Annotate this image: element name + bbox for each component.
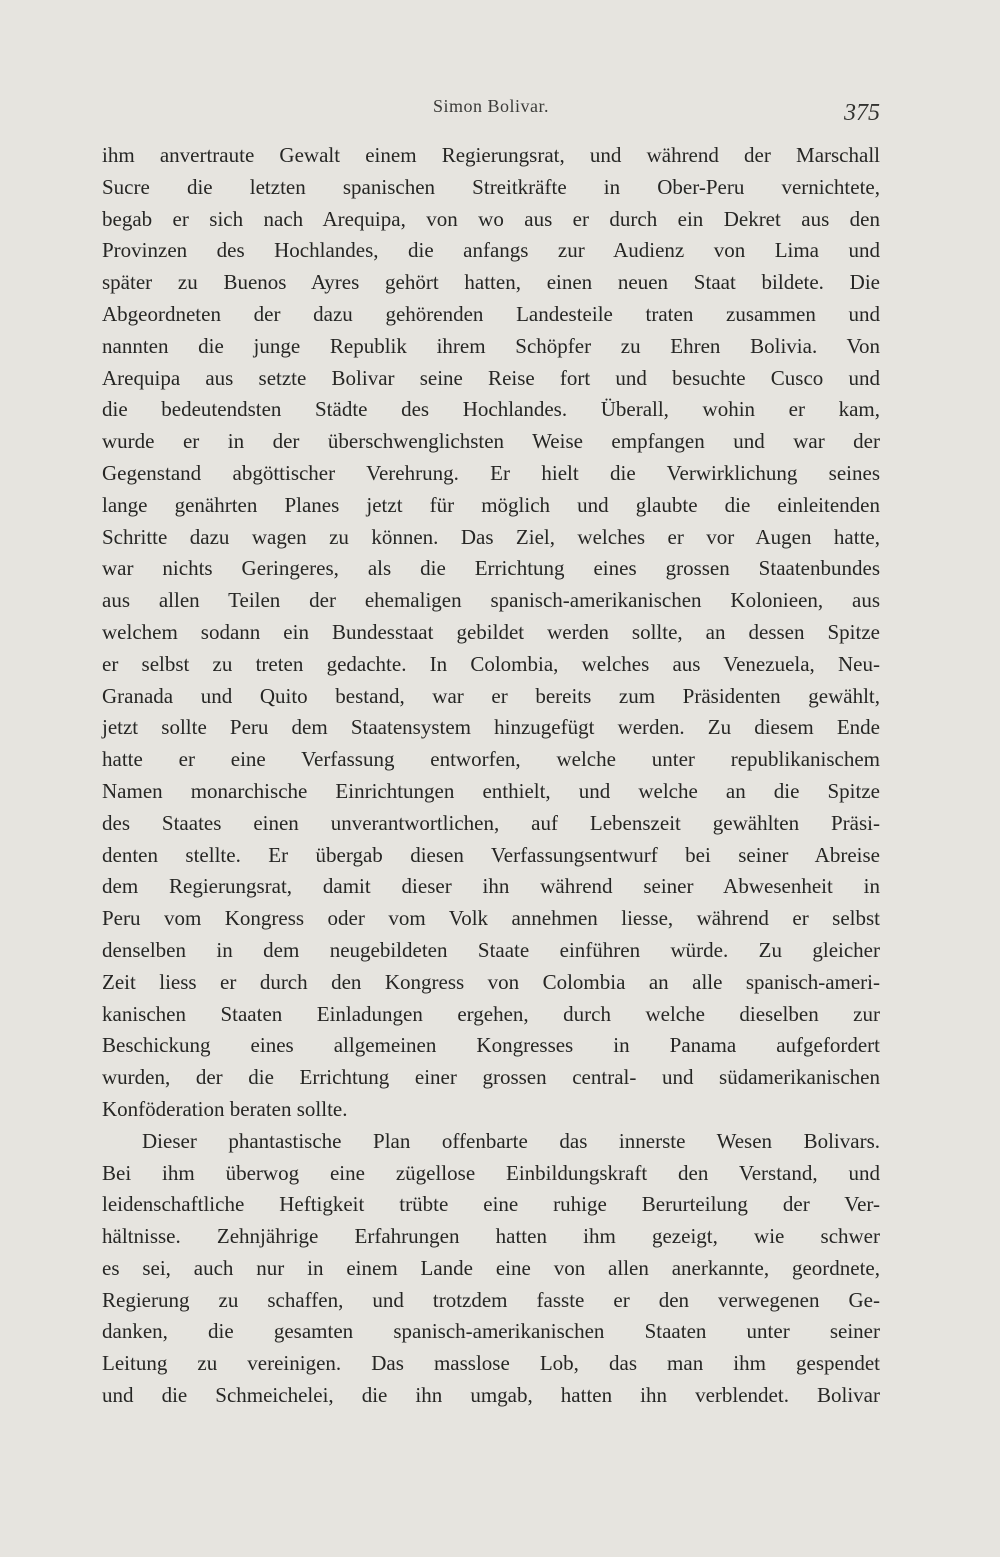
body-text <box>102 140 880 1412</box>
text-line: später zu Buenos Ayres gehört hatten, einen neuen Staat bildete. Die <box>102 270 880 295</box>
text-line: Regierung zu schaffen, und trotzdem fasste er den verwegenen Ge- <box>102 1287 880 1312</box>
text-line: Dieser phantastische Plan offenbarte das innerste Wesen Bolivars. <box>142 1128 880 1153</box>
text-line: begab er sich nach Arequipa, von wo aus er durch ein Dekret aus den <box>102 206 880 231</box>
text-line: hältnisse. Zehnjährige Erfahrungen hatten ihm gezeigt, wie schwer <box>102 1224 880 1249</box>
text-line: ihm anvertraute Gewalt einem Regierungsrat, und während der Marschall <box>102 143 880 167</box>
text-line: Bei ihm überwog eine zügellose Einbildungskraft den Verstand, und <box>102 1160 880 1185</box>
text-line: nannten die junge Republik ihrem Schöpfer zu Ehren Bolivia. Von <box>102 333 880 358</box>
text-line: lange genährten Planes jetzt für möglich und glaubte die einleitenden <box>102 492 880 517</box>
text-line: Peru vom Kongress oder vom Volk annehmen liesse, während er selbst <box>102 906 880 931</box>
paragraph-1 <box>102 140 880 1126</box>
text-line: Arequipa aus setzte Bolivar seine Reise fort und besuchte Cusco und <box>102 365 880 390</box>
text-line: war nichts Geringeres, als die Errichtung eines grossen Staatenbundes <box>102 556 880 581</box>
paragraph-2 <box>102 1126 880 1412</box>
text-line: wurde er in der überschwenglichsten Weise empfangen und war der <box>102 429 880 454</box>
text-line: dem Regierungsrat, damit dieser ihn während seiner Abwesenheit in <box>102 874 880 899</box>
text-line: Granada und Quito bestand, war er bereits zum Präsidenten gewählt, <box>102 683 880 708</box>
text-line: welchem sodann ein Bundesstaat gebildet werden sollte, an dessen Spitze <box>102 619 880 644</box>
text-line: Konföderation beraten sollte. <box>102 1096 348 1121</box>
text-line: danken, die gesamten spanisch-amerikanischen Staaten unter seiner <box>102 1319 880 1344</box>
text-line: und die Schmeichelei, die ihn umgab, hatten ihn verblendet. Bolivar <box>102 1383 880 1408</box>
text-line: des Staates einen unverantwortlichen, auf Lebenszeit gewählten Präsi- <box>102 810 880 835</box>
text-line: kanischen Staaten Einladungen ergehen, durch welche dieselben zur <box>102 1001 880 1026</box>
text-line: wurden, der die Errichtung einer grossen central- und südamerikanischen <box>102 1065 880 1090</box>
text-line: denten stellte. Er übergab diesen Verfassungsentwurf bei seiner Abreise <box>102 842 880 867</box>
text-line: Beschickung eines allgemeinen Kongresses in Panama aufgefordert <box>102 1033 880 1058</box>
text-line: Schritte dazu wagen zu können. Das Ziel, welches er vor Augen hatte, <box>102 524 880 549</box>
text-line: Sucre die letzten spanischen Streitkräfte in Ober-Peru vernichtete, <box>102 174 880 199</box>
text-line: Zeit liess er durch den Kongress von Colombia an alle spanisch-ameri- <box>102 969 880 994</box>
text-line: er selbst zu treten gedachte. In Colombia, welches aus Venezuela, Neu- <box>102 651 880 676</box>
text-line: die bedeutendsten Städte des Hochlandes. Überall, wohin er kam, <box>102 397 880 422</box>
text-line: Namen monarchische Einrichtungen enthielt, und welche an die Spitze <box>102 778 880 803</box>
text-line: aus allen Teilen der ehemaligen spanisch-amerikanischen Kolonieen, aus <box>102 588 880 613</box>
text-line: hatte er eine Verfassung entworfen, welche unter republikanischem <box>102 747 880 772</box>
running-head <box>102 96 880 128</box>
text-line: es sei, auch nur in einem Lande eine von allen anerkannte, geordnete, <box>102 1255 880 1280</box>
text-line: denselben in dem neugebildeten Staate einführen würde. Zu gleicher <box>102 937 880 962</box>
text-line: Provinzen des Hochlandes, die anfangs zur Audienz von Lima und <box>102 238 880 263</box>
text-line: leidenschaftliche Heftigkeit trübte eine ruhige Berurteilung der Ver- <box>102 1192 880 1217</box>
running-title: Simon Bolivar. <box>432 96 549 116</box>
text-line: jetzt sollte Peru dem Staatensystem hinzugefügt werden. Zu diesem Ende <box>102 715 880 740</box>
text-line: Leitung zu vereinigen. Das masslose Lob, das man ihm gespendet <box>102 1351 880 1376</box>
text-line: Gegenstand abgöttischer Verehrung. Er hielt die Verwirklichung seines <box>102 460 880 485</box>
page-number: 375 <box>844 100 880 126</box>
text-line: Abgeordneten der dazu gehörenden Landesteile traten zusammen und <box>102 301 880 326</box>
